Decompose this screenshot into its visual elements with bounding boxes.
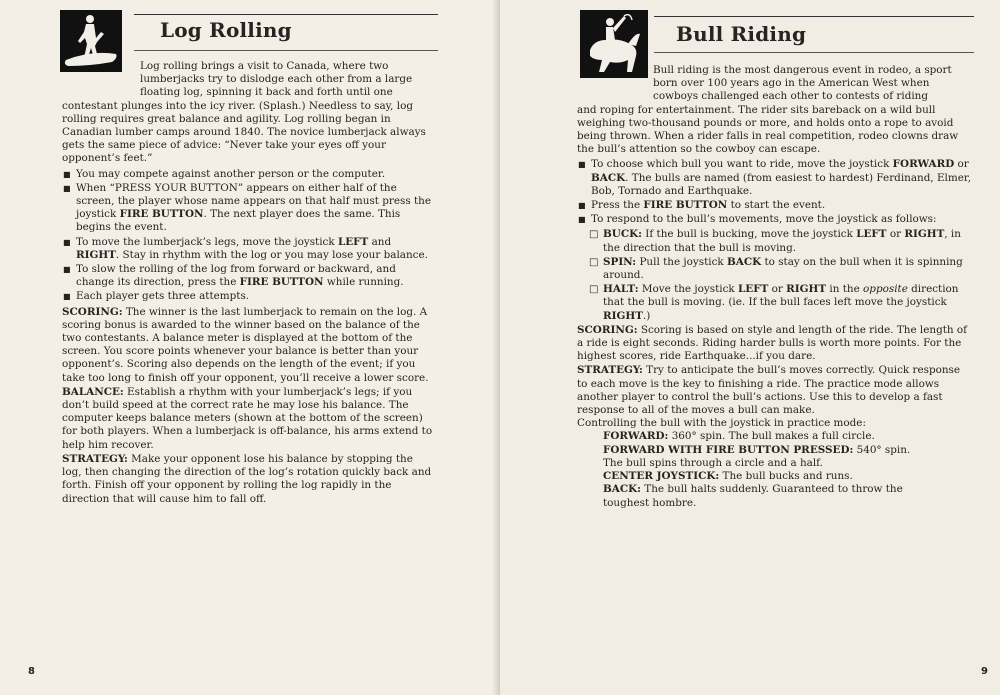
intro-line: floating log, spinning it back and forth until one <box>140 86 393 99</box>
practice-mode-item: CENTER JOYSTICK: The bull bucks and runs. <box>603 470 853 483</box>
balance-section: BALANCE: Establish a rhythm with your lumberjack’s legs; if you don’t build speed at the correct rate he may lose his balance. The computer keeps balance meters (shown at the bottom of the screen) for both players. When a lumberjack is off-balance, his arms extend to help him recover. <box>62 385 433 451</box>
list-item: ■ When “PRESS YOUR BUTTON” appears on either half of the screen, the player whose name appears on that half must press the joystick FIRE BUTTON. The next player does the same. This begins the event. <box>62 182 434 235</box>
list-item: ■ To respond to the bull’s movements, move the joystick as follows: <box>577 213 973 226</box>
title-bottom-rule <box>134 50 438 51</box>
list-item: □ HALT: Move the joystick LEFT or RIGHT in the opposite direction that the bull is moving. (ie. If the bull faces left move the joystick RIGHT.) <box>589 283 973 323</box>
list-item: □ SPIN: Pull the joystick BACK to stay on the bull when it is spinning around. <box>589 256 973 282</box>
movement-list <box>577 228 973 322</box>
rules-list <box>577 158 973 226</box>
list-item: □ BUCK: If the bull is bucking, move the joystick LEFT or RIGHT, in the direction that the bull is moving. <box>589 228 973 254</box>
practice-mode-item: BACK: The bull halts suddenly. Guaranteed to throw the <box>603 483 903 496</box>
scoring-section: SCORING: Scoring is based on style and length of the ride. The length of a ride is eight seconds. Riding harder bulls is worth more points. For the highest scores, ride Earthquake...if you dare. <box>577 323 968 363</box>
intro-paragraph: and roping for entertainment. The rider sits bareback on a wild bull weighing two-thousand pounds or more, and holds onto a rope to avoid being thrown. When a rider falls in real competition, rodeo clowns draw the bull’s attention so the cowboy can escape. <box>577 103 959 156</box>
page-number: 9 <box>981 666 988 677</box>
practice-intro: Controlling the bull with the joystick in practice mode: <box>577 417 866 430</box>
list-item: ■ Each player gets three attempts. <box>62 290 434 303</box>
page-title: Bull Riding <box>676 22 807 46</box>
left-page <box>0 0 496 695</box>
bull-riding-text <box>577 64 973 510</box>
page-title: Log Rolling <box>160 18 292 42</box>
right-page <box>500 0 1000 695</box>
list-item: ■ You may compete against another person or the computer. <box>62 168 434 181</box>
list-item: ■ To slow the rolling of the log from forward or backward, and change its direction, press the FIRE BUTTON while running. <box>62 263 434 289</box>
title-top-rule <box>654 16 974 17</box>
intro-line: Bull riding is the most dangerous event in rodeo, a sport <box>653 64 952 76</box>
scoring-section: SCORING: The winner is the last lumberjack to remain on the log. A scoring bonus is awarded to the winner based on the balance of the two contestants. A balance meter is displayed at the bottom of the screen. You score points whenever your balance is better than your opponent’s. Scoring also depends on the length of the event; if you take too long to finish off your opponent, you’ll receive a lower score. <box>62 305 429 384</box>
intro-line: lumberjacks try to dislodge each other from a large <box>140 73 413 86</box>
intro-line: Log rolling brings a visit to Canada, where two <box>140 60 389 72</box>
title-top-rule <box>134 14 438 15</box>
intro-paragraph: contestant plunges into the icy river. (Splash.) Needless to say, log rolling requires great balance and agility. Log rolling began in Canadian lumber camps around 1840. The novice lumberjack always gets the same piece of advice: “Never take your eyes off your opponent’s feet.” <box>62 99 426 165</box>
rules-list <box>62 168 434 304</box>
intro-line: born over 100 years ago in the American West when <box>653 77 930 90</box>
list-item: ■ To choose which bull you want to ride, move the joystick FORWARD or BACK. The bulls are named (from easiest to hardest) Ferdinand, Elmer, Bob, Tornado and Earthquake. <box>577 158 973 198</box>
title-bottom-rule <box>654 52 974 53</box>
log-rolling-text <box>62 60 434 506</box>
practice-mode-item: FORWARD WITH FIRE BUTTON PRESSED: 540° spin. <box>603 443 911 456</box>
page-number: 8 <box>28 666 35 677</box>
intro-line: cowboys challenged each other to contests of riding <box>653 90 929 103</box>
list-item: ■ To move the lumberjack’s legs, move the joystick LEFT and RIGHT. Stay in rhythm with the log or you may lose your balance. <box>62 236 434 262</box>
list-item: ■ Press the FIRE BUTTON to start the event. <box>577 199 973 212</box>
strategy-section: STRATEGY: Try to anticipate the bull’s moves correctly. Quick response to each move is the key to finishing a ride. The practice mode allows another player to control the bull’s actions. Use this to develop a fast response to all of the moves a bull can make. <box>577 364 961 417</box>
practice-mode-item: FORWARD: 360° spin. The bull makes a full circle. <box>603 430 875 443</box>
practice-mode-continued: The bull spins through a circle and a half. <box>603 456 823 469</box>
practice-mode-continued: toughest hombre. <box>603 496 697 509</box>
strategy-section: STRATEGY: Make your opponent lose his balance by stopping the log, then changing the direction of the log’s rotation quickly back and forth. Finish off your opponent by rolling the log rapidly in the direction that will cause him to fall off. <box>62 452 432 505</box>
